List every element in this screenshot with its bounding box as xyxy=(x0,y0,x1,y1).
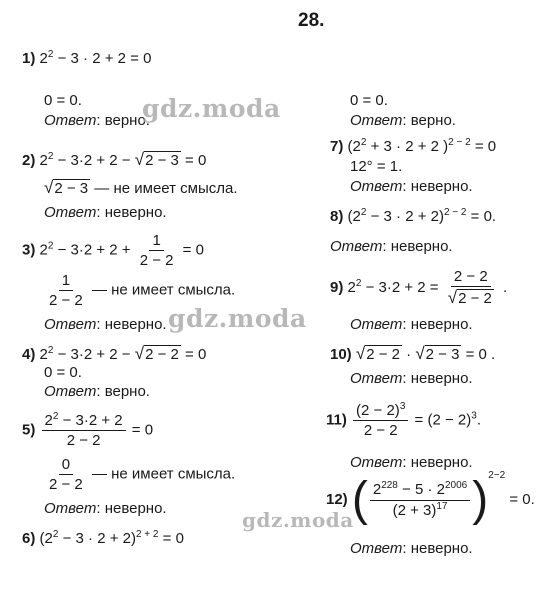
answer-value: неверно. xyxy=(104,204,167,221)
problem-1-answer: Ответ: верно. xyxy=(44,112,150,129)
answer-label: Ответ xyxy=(44,316,97,333)
answer-value: неверно. xyxy=(390,238,453,255)
problem-2: 2) $2^2 - 3\cdot 2 + 2 - √2 - 3 = 0$ xyxy=(22,150,207,169)
problem-2-note: √2 − 3 — не имеет смысла. xyxy=(44,178,238,197)
problem-12-answer: Ответ: неверно. xyxy=(350,540,473,557)
answer-value: верно. xyxy=(104,112,150,129)
problem-number: 3) xyxy=(22,241,36,259)
answer-label: Ответ xyxy=(350,540,403,557)
problem-7: 7) ($2^2 + 3 \cdot 2 + 2$ )$^{2 - 2}$ = 0 xyxy=(330,137,497,155)
problem-4: 4) $2^2 - 3\cdot 2 + 2 - √2 - 2 = 0$ xyxy=(22,344,207,363)
problem-3: 3) $2^2 - 3\cdot 2 + 2$ + $\frac{1}{2 - 2}$ = 0 xyxy=(22,232,204,270)
problem-number: 9) xyxy=(330,278,344,296)
answer-label: Ответ xyxy=(350,454,403,471)
note-text: — не имеет смысла. xyxy=(94,180,238,197)
answer-value: неверно. xyxy=(410,454,473,471)
problem-number: 7) xyxy=(330,138,344,155)
problem-11-answer: Ответ: неверно. xyxy=(350,454,473,471)
problem-4-result: 0 = 0. xyxy=(44,364,82,381)
answer-value: неверно. xyxy=(410,316,473,333)
problem-2-answer: Ответ: неверно. xyxy=(44,204,167,221)
problem-9: 9) $2^2 - 3\cdot 2 + 2$ = $\frac{2 - 2}{√2 - 2}$ . xyxy=(330,268,508,308)
answer-label: Ответ xyxy=(44,204,97,221)
watermark-logo: gdz.moda xyxy=(168,304,307,333)
problem-5: 5) $\frac{2^2 - 3\cdot 2 + 2}{2 - 2}$ = 0 xyxy=(22,411,154,450)
problem-3-answer: Ответ: неверно. xyxy=(44,316,167,333)
problem-1-result: 0 = 0. xyxy=(44,92,82,109)
answer-label: Ответ xyxy=(350,112,403,129)
answer-value: неверно. xyxy=(410,370,473,387)
problem-4-answer: Ответ: верно. xyxy=(44,383,150,400)
note-text: — не имеет смысла. xyxy=(91,465,236,483)
problem-number: 4) xyxy=(22,346,36,363)
problem-number: 12) xyxy=(326,491,348,508)
problem-number: 6) xyxy=(22,530,36,547)
problem-10: 10) √2 − 2 · √2 − 3 = 0 . xyxy=(330,344,496,363)
problem-1: 1) $2^2 - 3 \cdot 2 + 2 = 0$ xyxy=(22,49,152,67)
problem-9-answer: Ответ: неверно. xyxy=(350,316,473,333)
answer-label: Ответ xyxy=(330,238,383,255)
watermark-logo: gdz.moda xyxy=(242,508,354,532)
answer-label: Ответ xyxy=(350,178,403,195)
problem-number: 5) xyxy=(22,421,36,439)
problem-number: 1) xyxy=(22,50,36,67)
answer-label: Ответ xyxy=(44,112,97,129)
problem-10-answer: Ответ: неверно. xyxy=(350,370,473,387)
problem-number: 10) xyxy=(330,346,352,363)
note-text: — не имеет смысла. xyxy=(91,281,236,299)
answer-label: Ответ xyxy=(350,370,403,387)
problem-11: 11) $\frac{(2 - 2)^3}{2 - 2}$ = $(2 - 2)^3$. xyxy=(326,401,481,440)
answer-label: Ответ xyxy=(44,500,97,517)
problem-7-answer: Ответ: неверно. xyxy=(350,178,473,195)
answer-value: неверно. xyxy=(410,540,473,557)
problem-number: 2) xyxy=(22,152,36,169)
problem-7-result: 12° = 1. xyxy=(350,158,403,175)
answer-value: неверно. xyxy=(104,500,167,517)
answer-value: неверно. xyxy=(104,316,167,333)
problem-12: 12) ( $\frac{2^{228} - 5 \cdot 2^{2006}}{(2 + 3)^{17}}$ )$^{2-2}$ = 0. xyxy=(326,470,535,527)
problem-6: 6) $(2^2 - 3 \cdot 2 + 2)^{2 + 2} = 0$ xyxy=(22,529,184,547)
problem-8-answer: Ответ: неверно. xyxy=(330,238,453,255)
problem-5-note: $\frac{0}{2 - 2}$ — не имеет смысла. xyxy=(49,456,236,494)
watermark-logo: gdz.moda xyxy=(142,94,281,123)
answer-label: Ответ xyxy=(350,316,403,333)
problem-number: 8) xyxy=(330,208,344,225)
page-number: 28. xyxy=(298,10,325,31)
problem-8: 8) $(2^2 - 3 \cdot 2 + 2)^{2 - 2} = 0$. xyxy=(330,207,497,225)
answer-value: верно. xyxy=(104,383,150,400)
problem-6-result: 0 = 0. xyxy=(350,92,388,109)
answer-value: верно. xyxy=(410,112,456,129)
problem-6-answer: Ответ: верно. xyxy=(350,112,456,129)
answer-value: неверно. xyxy=(410,178,473,195)
problem-5-answer: Ответ: неверно. xyxy=(44,500,167,517)
answer-label: Ответ xyxy=(44,383,97,400)
problem-3-note: $\frac{1}{2 - 2}$ — не имеет смысла. xyxy=(49,272,236,310)
problem-number: 11) xyxy=(326,411,347,429)
